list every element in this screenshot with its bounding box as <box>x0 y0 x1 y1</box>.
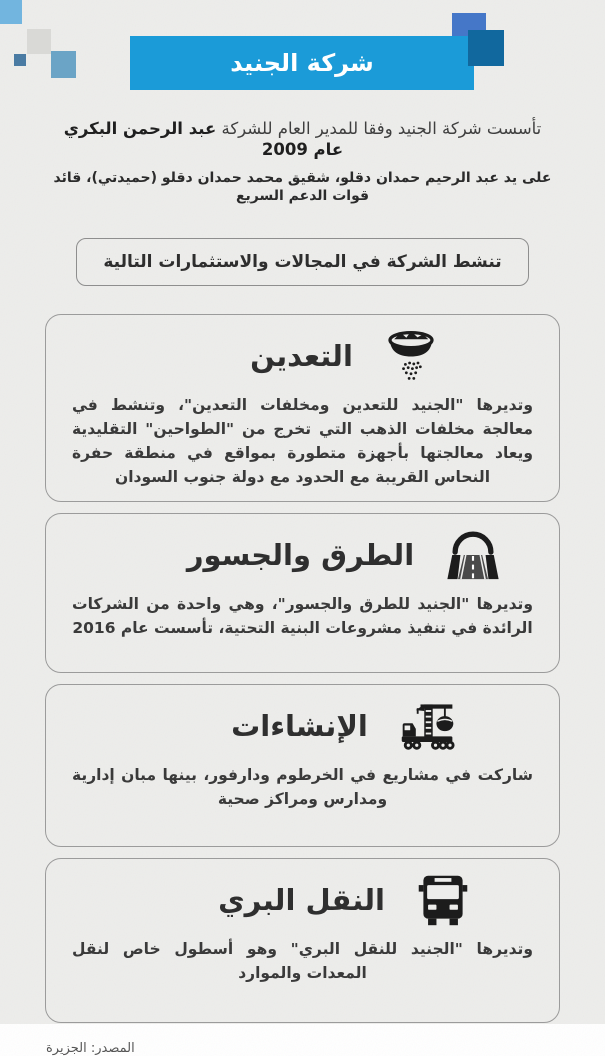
card-construction-body: شاركت في مشاريع في الخرطوم ودارفور، بينها مبان إدارية ومدارس ومراكز صحية <box>72 766 533 809</box>
card-construction-title: الإنشاءات <box>231 709 368 744</box>
bus-icon <box>415 871 471 929</box>
card-land-transport <box>45 858 560 1023</box>
intro-line-1 <box>50 118 555 161</box>
card-construction <box>45 684 560 847</box>
page-title: شركة الجنيد <box>230 49 374 77</box>
cards-list <box>45 314 560 1023</box>
card-roads-header <box>110 522 579 588</box>
intro-paragraph <box>50 118 555 205</box>
intro-line1-regular: تأسست شركة الجنيد وفقا للمدير العام للشركة <box>216 119 542 138</box>
card-mining-title: التعدين <box>250 339 353 374</box>
card-roads-body: وتديرها "الجنيد للطرق والجسور"، وهي واحدة من الشركات الرائدة في تنفيذ مشروعات البنية التحتية، تأسست عام 2016 <box>72 595 533 638</box>
header-banner <box>130 36 474 90</box>
source-credit: المصدر: الجزيرة <box>46 1041 135 1056</box>
intro-line-2: على يد عبد الرحيم حمدان دقلو، شقيق محمد حمدان دقلو (حميدتي)، قائد قوات الدعم السريع <box>53 169 552 205</box>
intro-line1-bold: عبد الرحمن البكري عام 2009 <box>63 119 344 160</box>
card-transport-body: وتديرها "الجنيد للنقل البري" وهو أسطول خاص لنقل المعدات والموارد <box>72 940 533 983</box>
card-mining-header <box>110 323 579 389</box>
card-roads-title: الطرق والجسور <box>186 538 415 573</box>
road-tunnel-icon <box>444 527 502 583</box>
section-label-box: تنشط الشركة في المجالات والاستثمارات التالية <box>76 238 528 286</box>
card-transport-header <box>110 867 579 933</box>
mining-pan-icon <box>383 325 439 387</box>
card-construction-header <box>110 693 579 759</box>
card-transport-title: النقل البري <box>218 883 385 918</box>
crane-truck-icon <box>398 698 458 754</box>
card-mining-body: وتديرها "الجنيد للتعدين ومخلفات التعدين"، وتنشط في معالجة مخلفات الذهب التي تخرج من "الطواحين" التقليدية ويعاد معالجتها بأجهزة متطورة بمواقع في منطقة حفرة النحاس القريبة مع الحدود مع دولة جنوب السودان <box>72 396 533 487</box>
decor-square-dark-blue <box>468 30 504 66</box>
card-mining <box>45 314 560 502</box>
card-roads-bridges <box>45 513 560 673</box>
